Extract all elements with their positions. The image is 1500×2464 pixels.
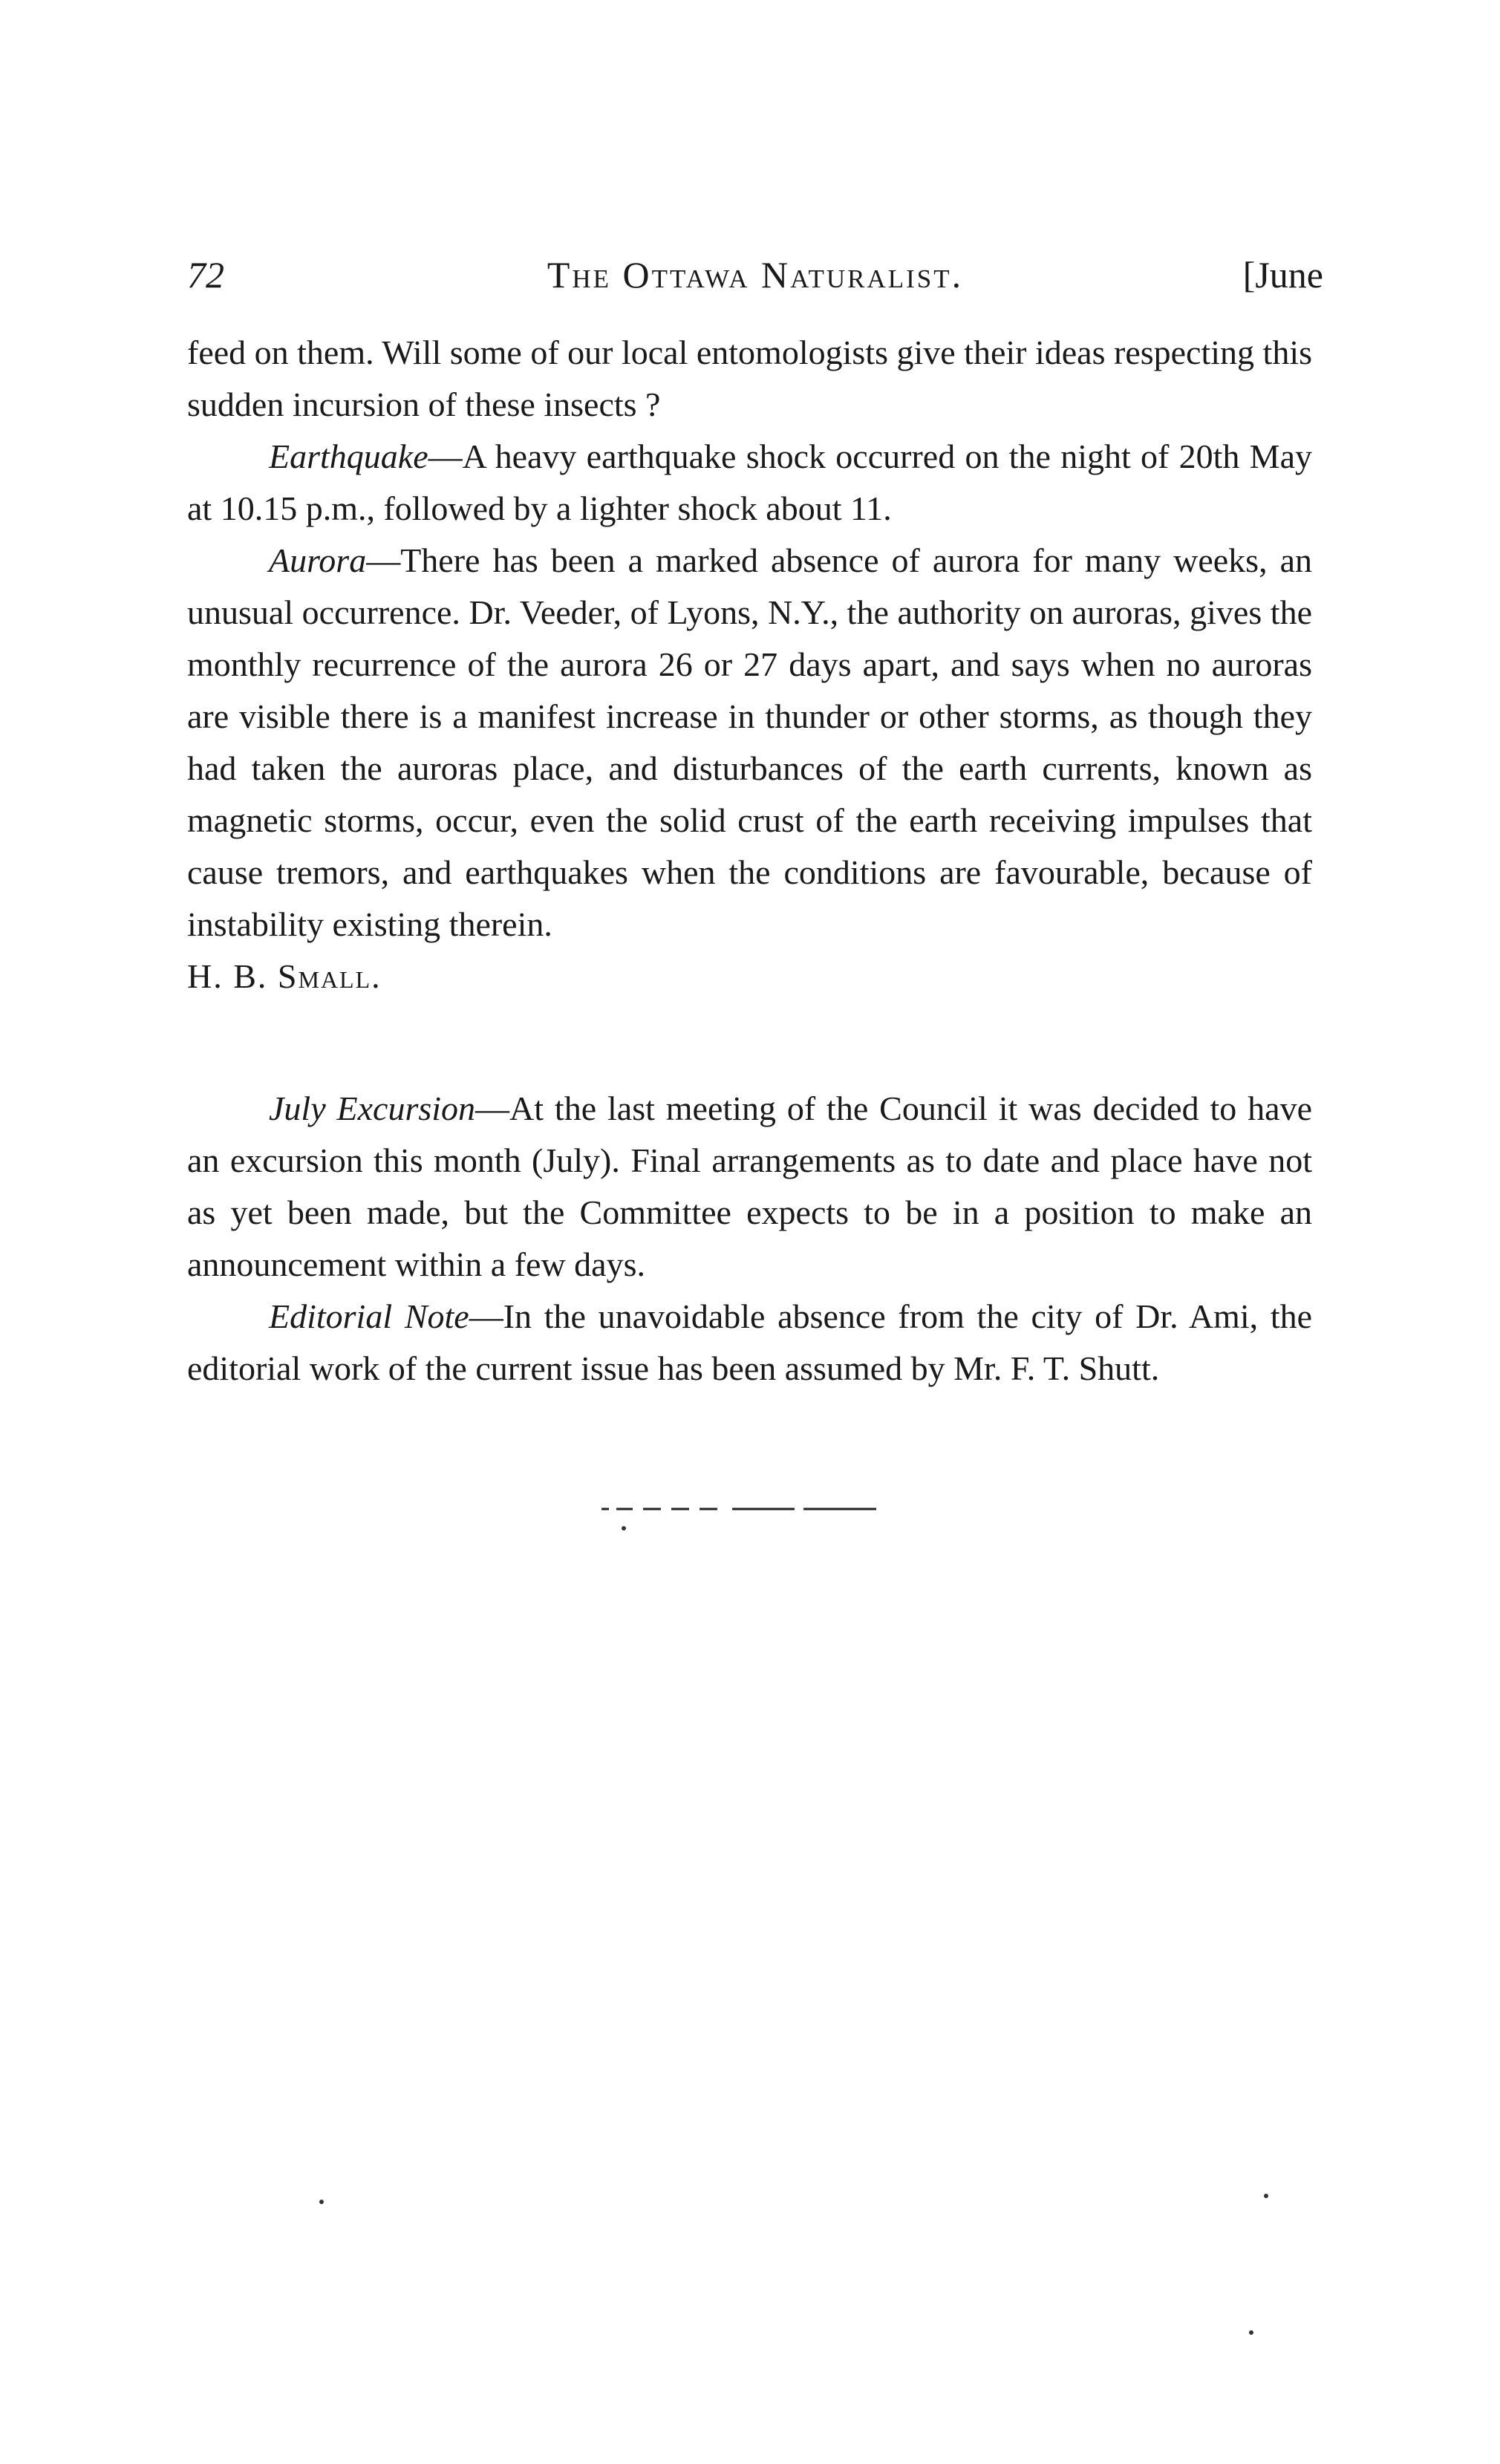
speck-mark	[1264, 2194, 1268, 2198]
paragraph-aurora	[187, 535, 1312, 951]
running-head	[187, 249, 1323, 301]
earthquake-text: —A heavy earthquake shock occurred on the night of 20th May at 10.15 p.m., followed by a lighter shock about 11.	[187, 437, 1312, 527]
end-rule-separator	[601, 1505, 884, 1534]
paragraph-continuation: feed on them. Will some of our local entomologists give their ideas respecting this sudden incursion of these insects ?	[187, 333, 1312, 423]
aurora-heading: Aurora	[269, 541, 367, 579]
earthquake-heading: Earthquake	[269, 437, 428, 475]
body-text	[187, 327, 1312, 1395]
author-signature: H. B. Small.	[187, 957, 382, 995]
editorial-note-text: —In the unavoidable absence from the city of Dr. Ami, the editorial work of the current issue has been assumed by Mr. F. T. Shutt.	[187, 1297, 1313, 1387]
paragraph-earthquake	[187, 431, 1312, 535]
page-number: 72	[187, 254, 224, 296]
journal-title: The Ottawa Naturalist.	[547, 254, 964, 296]
section-gap	[187, 1003, 1312, 1083]
paragraph-editorial-note	[187, 1291, 1312, 1395]
aurora-text: —There has been a marked absence of aurora for many weeks, an unusual occurrence. Dr. Veeder, of Lyons, N.Y., the authority on auroras, gives the monthly recurrence of the aurora 26 or 27 days apart, and says when no auroras are visible there is a manifest increase in thunder or other storms, as though they had taken the auroras place, and disturbances of the earth currents, known as magnetic storms, occur, even the solid crust of the earth receiving impulses that cause tremors, and earthquakes when the conditions are favourable, because of instability existing therein.	[187, 541, 1312, 943]
july-excursion-text: —At the last meeting of the Council it was decided to have an excursion this month (July). Final arrangements as to date and place have not as yet been made, but the Committee expects to be in a position to make an announcement within a few days.	[187, 1089, 1312, 1283]
speck-mark	[319, 2200, 324, 2204]
speck-mark	[1249, 2330, 1253, 2335]
paragraph-july-excursion	[187, 1083, 1312, 1291]
editorial-note-heading: Editorial Note	[269, 1297, 469, 1335]
july-excursion-heading: July Excursion	[269, 1089, 476, 1127]
issue-month: [June	[1242, 254, 1323, 296]
